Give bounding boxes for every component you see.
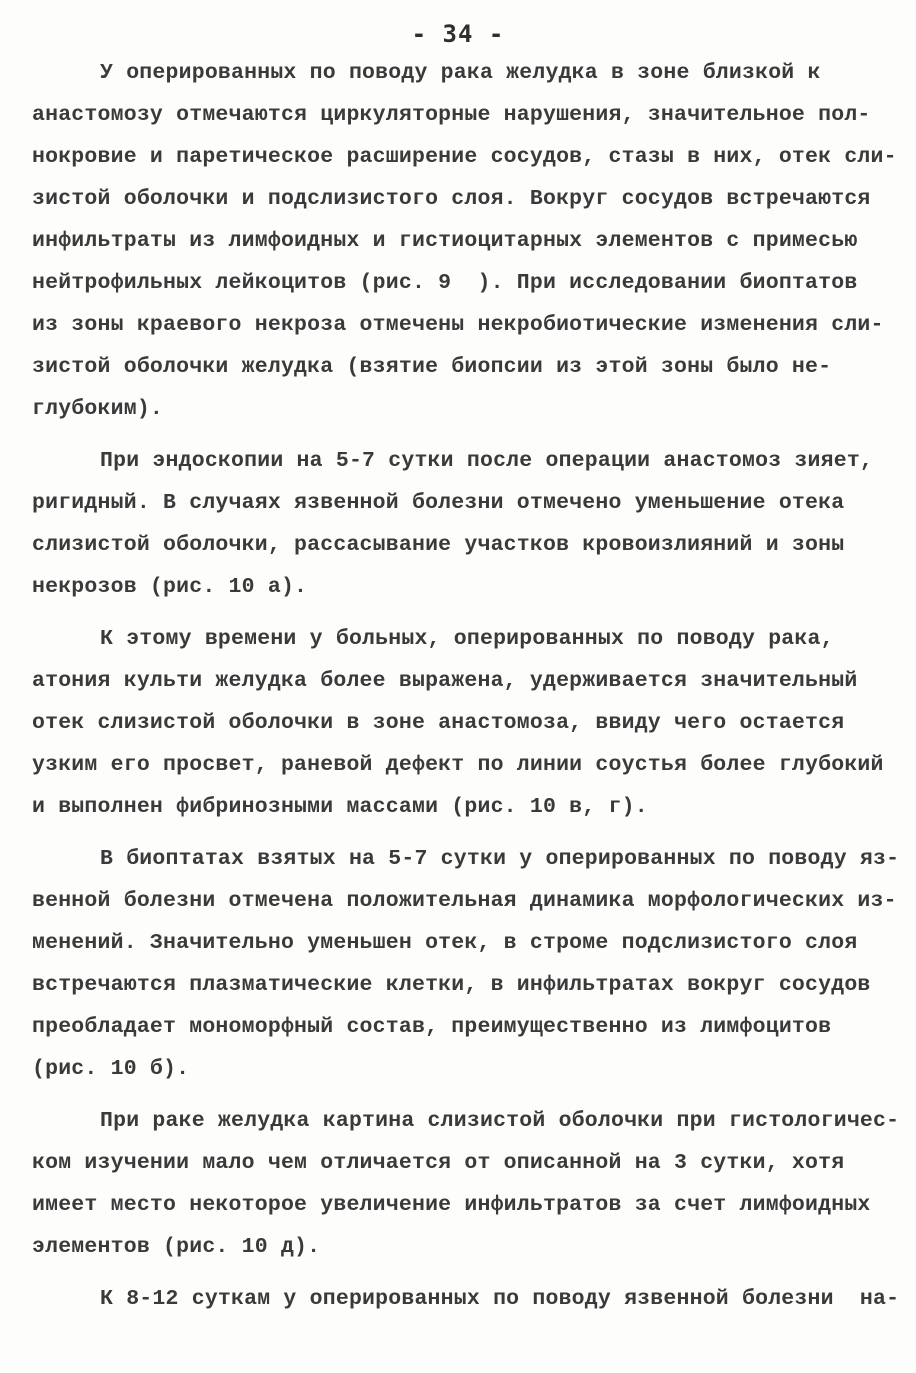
text-line: В биоптатах взятых на 5-7 сутки у оперированных по поводу яз- bbox=[100, 847, 900, 871]
text-line: нокровие и паретическое расширение сосудов, стазы в них, отек сли- bbox=[32, 145, 897, 169]
text-line: ком изучении мало чем отличается от описанной на 3 сутки, хотя bbox=[32, 1151, 845, 1175]
text-line: ригидный. В случаях язвенной болезни отмечено уменьшение отека bbox=[32, 491, 845, 515]
text-line: При эндоскопии на 5-7 сутки после операции анастомоз зияет, bbox=[100, 449, 874, 473]
text-line: некрозов (рис. 10 а). bbox=[32, 575, 308, 599]
text-line: отек слизистой оболочки в зоне анастомоза, ввиду чего остается bbox=[32, 711, 845, 735]
text-line: слизистой оболочки, рассасывание участков кровоизлияний и зоны bbox=[32, 533, 845, 557]
text-line: зистой оболочки и подслизистого слоя. Вокруг сосудов встречаются bbox=[32, 187, 871, 211]
paragraph bbox=[32, 52, 897, 430]
text-line: (рис. 10 б). bbox=[32, 1057, 190, 1081]
text-line: У оперированных по поводу рака желудка в зоне близкой к bbox=[100, 61, 821, 85]
paragraph bbox=[32, 440, 892, 608]
paragraph bbox=[32, 618, 892, 828]
text-line: инфильтраты из лимфоидных и гистиоцитарных элементов с примесью bbox=[32, 229, 858, 253]
text-line: При раке желудка картина слизистой оболочки при гистологичес- bbox=[100, 1109, 900, 1133]
body-text bbox=[32, 52, 900, 1320]
text-line: атония культи желудка более выражена, удерживается значительный bbox=[32, 669, 858, 693]
text-line: зистой оболочки желудка (взятие биопсии из этой зоны было не- bbox=[32, 355, 832, 379]
text-line: К 8-12 суткам у оперированных по поводу язвенной болезни на- bbox=[100, 1287, 900, 1311]
text-line: менений. Значительно уменьшен отек, в строме подслизистого слоя bbox=[32, 931, 858, 955]
text-line: нейтрофильных лейкоцитов (рис. 9 ). При исследовании биоптатов bbox=[32, 271, 858, 295]
paragraph bbox=[32, 838, 900, 1090]
paragraph bbox=[32, 1100, 900, 1268]
text-line: и выполнен фибринозными массами (рис. 10 в, г). bbox=[32, 795, 648, 819]
text-line: К этому времени у больных, оперированных по поводу рака, bbox=[100, 627, 834, 651]
paragraph bbox=[32, 1278, 900, 1320]
text-line: глубоким). bbox=[32, 397, 164, 421]
text-line: из зоны краевого некроза отмечены некробиотические изменения сли- bbox=[32, 313, 884, 337]
text-line: встречаются плазматические клетки, в инфильтратах вокруг сосудов bbox=[32, 973, 871, 997]
text-line: имеет место некоторое увеличение инфильтратов за счет лимфоидных bbox=[32, 1193, 871, 1217]
page-number: - 34 - bbox=[411, 20, 505, 48]
text-line: элементов (рис. 10 д). bbox=[32, 1235, 321, 1259]
text-line: узким его просвет, раневой дефект по линии соустья более глубокий bbox=[32, 753, 884, 777]
text-line: анастомозу отмечаются циркуляторные нарушения, значительное пол- bbox=[32, 103, 871, 127]
text-line: венной болезни отмечена положительная динамика морфологических из- bbox=[32, 889, 897, 913]
text-line: преобладает мономорфный состав, преимущественно из лимфоцитов bbox=[32, 1015, 832, 1039]
